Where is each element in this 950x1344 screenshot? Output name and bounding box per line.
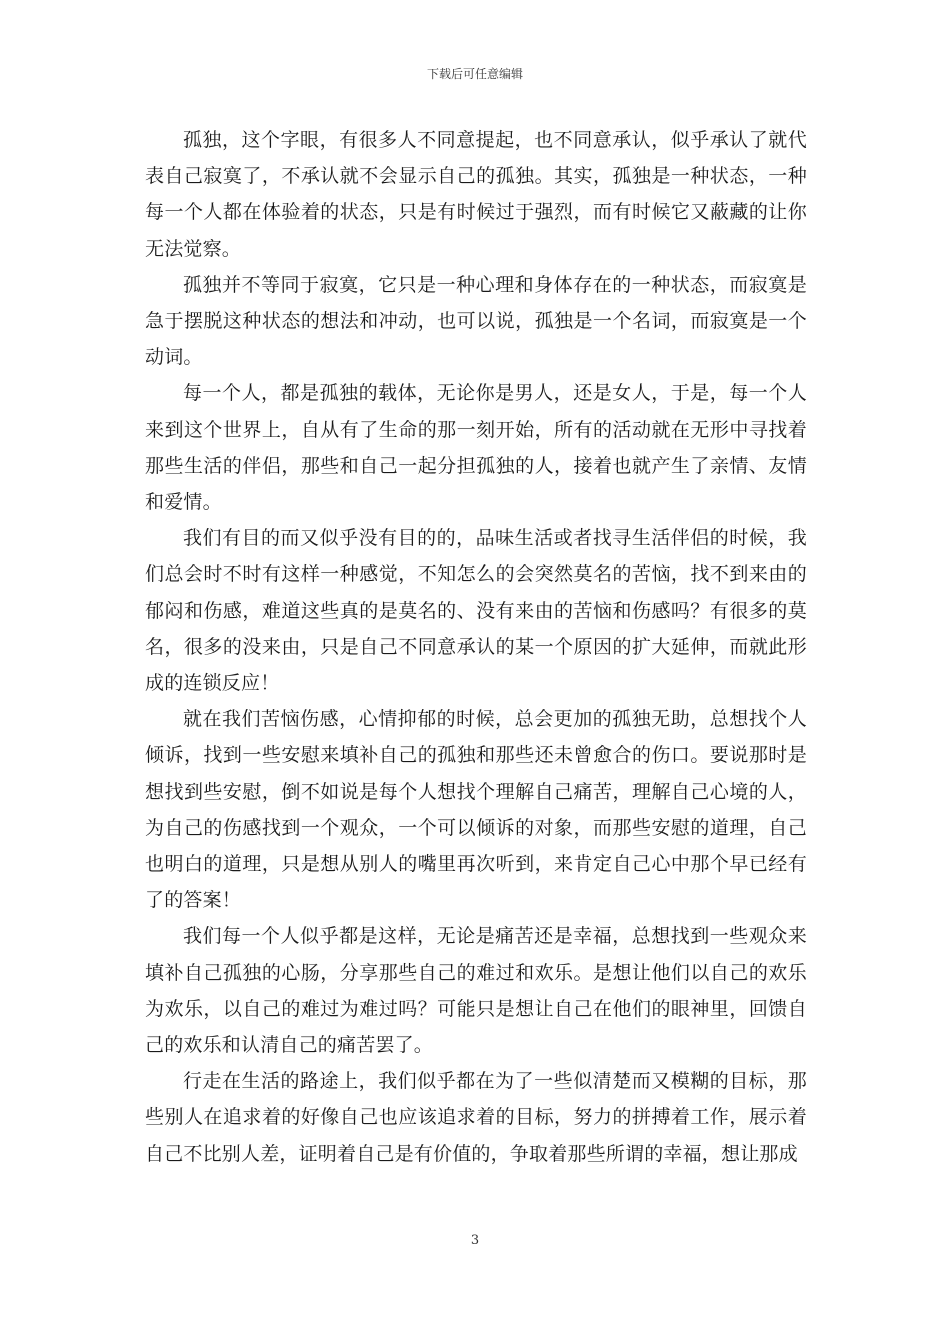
document-body: [145, 122, 807, 1172]
paragraph: 我们有目的而又似乎没有目的的，品味生活或者找寻生活伴侣的时候，我们总会时不时有这样一种感觉，不知怎么的会突然莫名的苦恼，找不到来由的郁闷和伤感，难道这些真的是莫名的、没有来由的苦恼和伤感吗？有很多的莫名，很多的没来由，只是自己不同意承认的某一个原因的扩大延伸，而就此形成的连锁反应！: [145, 527, 807, 695]
paragraph: 我们每一个人似乎都是这样，无论是痛苦还是幸福，总想找到一些观众来填补自己孤独的心肠，分享那些自己的难过和欢乐。是想让他们以自己的欢乐为欢乐，以自己的难过为难过吗？可能只是想让自己在他们的眼神里，回馈自己的欢乐和认清自己的痛苦罢了。: [145, 925, 807, 1057]
paragraph: 孤独，这个字眼，有很多人不同意提起，也不同意承认，似乎承认了就代表自己寂寞了，不承认就不会显示自己的孤独。其实，孤独是一种状态，一种每一个人都在体验着的状态，只是有时候过于强烈，而有时候它又蔽藏的让你无法觉察。: [145, 129, 807, 260]
paragraph: 每一个人，都是孤独的载体，无论你是男人，还是女人，于是，每一个人来到这个世界上，自从有了生命的那一刻开始，所有的活动就在无形中寻找着那些生活的伴侣，那些和自己一起分担孤独的人，接着也就产生了亲情、友情和爱情。: [145, 382, 807, 514]
page-number: 3: [470, 1233, 480, 1248]
paragraph: 行走在生活的路途上，我们似乎都在为了一些似清楚而又模糊的目标，那些别人在追求着的好像自己也应该追求着的目标，努力的拼搏着工作，展示着自己不比别人差，证明着自己是有价值的，争取着那些所谓的幸福，想让那成: [145, 1070, 807, 1165]
paragraph: 孤独并不等同于寂寞，它只是一种心理和身体存在的一种状态，而寂寞是急于摆脱这种状态的想法和冲动，也可以说，孤独是一个名词，而寂寞是一个动词。: [145, 273, 807, 369]
page-header: 下载后可任意编辑: [426, 67, 523, 81]
paragraph: 就在我们苦恼伤感，心情抑郁的时候，总会更加的孤独无助，总想找个人倾诉，找到一些安慰来填补自己的孤独和那些还未曾愈合的伤口。要说那时是想找到些安慰，倒不如说是每个人想找个理解自己痛苦，理解自己心境的人，为自己的伤感找到一个观众，一个可以倾诉的对象，而那些安慰的道理，自己也明白的道理，只是想从别人的嘴里再次听到，来肯定自己心中那个早已经有了的答案！: [145, 708, 807, 912]
